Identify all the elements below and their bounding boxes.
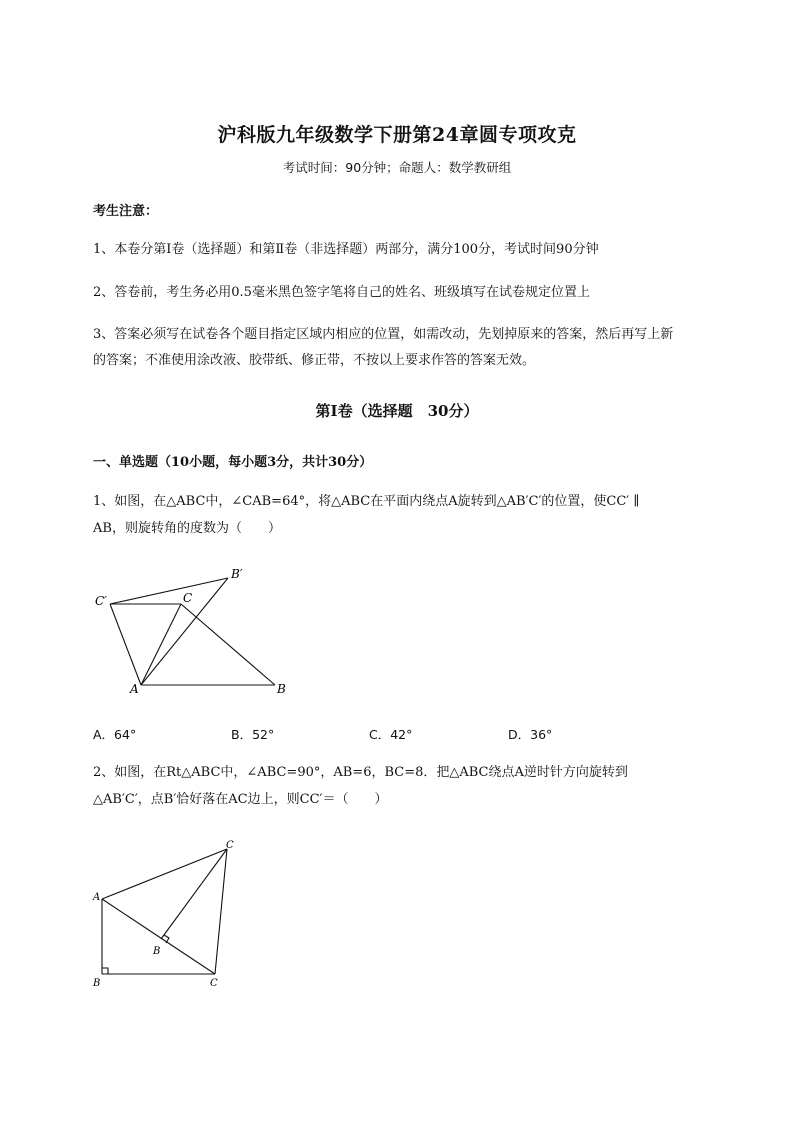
segment-ac: [141, 604, 181, 685]
page-title: 沪科版九年级数学下册第24章圆专项攻克: [217, 124, 577, 146]
segment-cb: [181, 604, 275, 685]
notice-item-2: 2、答卷前，考生务必用0.5毫米黑色签字笔将自己的姓名、班级填写在试卷规定位置上: [93, 285, 590, 300]
label-c: C: [210, 978, 218, 989]
choice-a: A．64°: [93, 727, 137, 742]
label-c-prime: C′: [95, 594, 107, 608]
section-title: 第I卷（选择题 30分）: [315, 402, 479, 420]
question-1-line-1: 1、如图，在△ABC中，∠CAB=64°，将△ABC在平面内绕点A旋转到△AB′C′的位置，使CC′ ∥: [93, 494, 640, 509]
exam-info: 考试时间：90分钟；命题人：数学教研组: [282, 160, 512, 175]
question-2-line-2: △AB′C′，点B′恰好落在AC边上，则CC′＝（ ）: [93, 792, 388, 807]
question-1-figure: [85, 560, 305, 700]
label-b: B: [93, 978, 101, 989]
label-a: A: [130, 682, 139, 696]
label-c-prime: C: [226, 840, 234, 851]
question-2-line-1: 2、如图，在Rt△ABC中，∠ABC=90°，AB=6，BC=8．把△ABC绕点A逆时针方向旋转到: [93, 765, 628, 780]
segment-cc-prime: [215, 849, 227, 974]
right-angle-mark-b: [102, 968, 108, 974]
segment-ac: [102, 899, 215, 974]
label-b-prime: B′: [231, 567, 243, 581]
question-1-line-2: AB，则旋转角的度数为（ ）: [93, 521, 281, 536]
notice-item-3-line-1: 3、答案必须写在试卷各个题目指定区域内相应的位置，如需改动，先划掉原来的答案，然后再写上新: [93, 327, 674, 342]
notice-heading: 考生注意：: [93, 204, 159, 219]
part-heading: 一、单选题（10小题，每小题3分，共计30分）: [93, 455, 373, 470]
label-a: A: [93, 892, 101, 903]
question-2-figure: [85, 832, 255, 997]
label-b-prime: B: [153, 946, 161, 957]
choice-b: B．52°: [231, 727, 275, 742]
right-angle-mark-b-prime: [164, 935, 169, 943]
choice-c: C．42°: [369, 727, 413, 742]
label-c: C: [183, 591, 193, 605]
label-b: B: [277, 682, 286, 696]
segment-ac-prime: [110, 604, 141, 685]
notice-item-1: 1、本卷分第I卷（选择题）和第Ⅱ卷（非选择题）两部分，满分100分，考试时间90分钟: [93, 242, 599, 257]
notice-item-3-line-2: 的答案；不准使用涂改液、胶带纸、修正带，不按以上要求作答的答案无效。: [93, 353, 536, 368]
choice-d: D．36°: [508, 727, 553, 742]
